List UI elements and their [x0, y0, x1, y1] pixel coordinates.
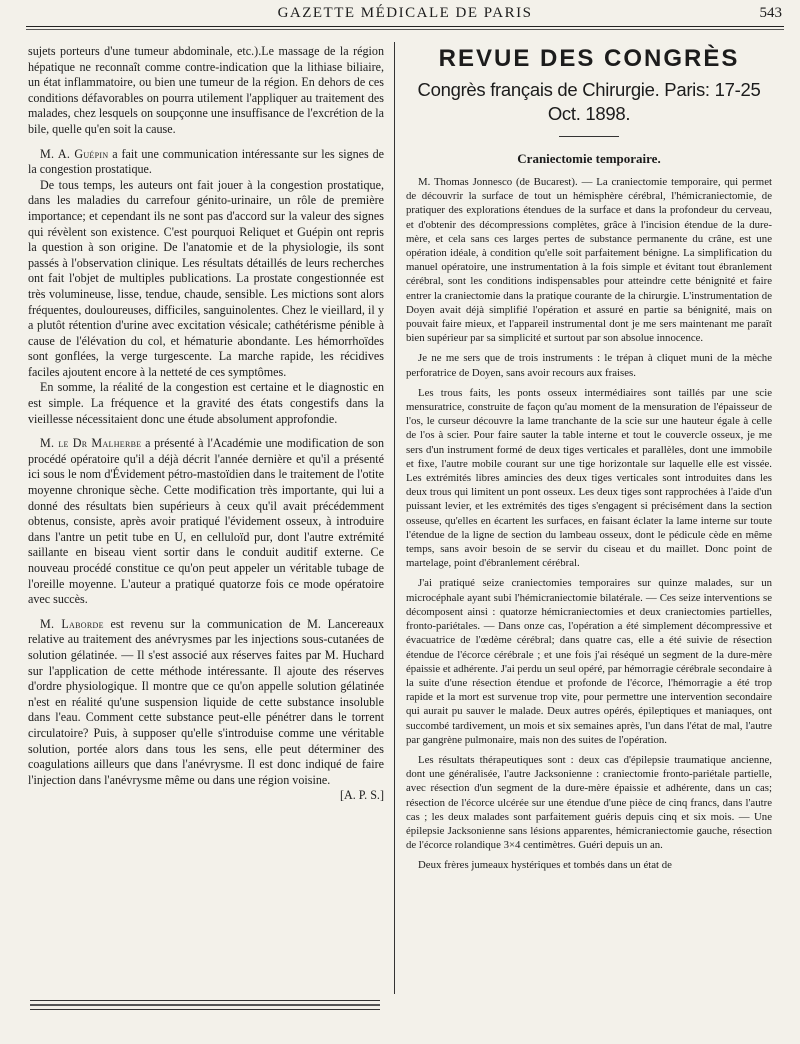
congress-title: Congrès français de Chirurgie. Paris: 17-25 Oct. 1898. [417, 79, 761, 124]
running-header [26, 4, 784, 26]
paragraph-jonnesco-intro [406, 175, 772, 345]
journal-title: GAZETTE MÉDICALE DE PARIS [277, 5, 533, 21]
section-title: REVUE DES CONGRÈS [438, 45, 740, 72]
paragraph-conclusion: En somme, la réalité de la congestion est certaine et le diagnostic en est simple. La fréquence et la gravité des états congestifs dans la vieillesse nécessitaient donc une étude absolument approfondie. [28, 380, 384, 426]
header-rule-secondary [26, 29, 784, 30]
paragraph-guepin-intro [28, 147, 384, 178]
author-name: M. A. Guépin [40, 146, 109, 161]
title-rule [559, 136, 619, 137]
column-divider [394, 42, 395, 994]
paragraph-instruments: Je ne me sers que de trois instruments : le trépan à cliquet muni de la mèche perforatrice de Doyen, sans avoir recours aux fraises. [406, 352, 772, 379]
paragraph-text: a présenté à l'Académie une modification de son procédé opératoire qu'il a déjà décrit l'année dernière et qu'il a présenté ici sous le nom d'Évidement pétro-mastoïdien dans le traitement de l'otite moyenne chronique sèche. Cette modification très importante, qui lui a donné des résultats bien supérieurs à ceux qu'il avait précédemment obtenus, consiste, après avoir pratiqué l'évidement osseux, à introduire dans l'antre un petit tube en U, en celluloïd pur, dont l'autre extrémité saillante en biseau vient sortir dans le conduit auditif externe. Ce nouveau procédé constitue ce qu'on peut appeler un véritable tubage de l'oreille moyenne. L'auteur a pratiqué quatorze fois ce mode opératoire avec succès. [28, 436, 385, 607]
paragraph-malherbe [28, 436, 384, 608]
footer-rule-lower [30, 1009, 380, 1010]
paragraph-laborde [28, 616, 385, 803]
author-name: M. Thomas Jonnesco (de Bucarest). [418, 176, 578, 188]
footer-rule-double [30, 1004, 380, 1006]
paragraph-hepatic-massage: sujets porteurs d'une tumeur abdominale, etc.).Le massage de la région hépatique ne reconnaît comme contre-indication que la lithiase biliaire, un état inflammatoire, ou bien une tumeur de la région. En dehors de ces conditions défavorables on pourra utilement l'appliquer au traitement des malades, chez lesquels on soupçonne une insuffisance de l'excrétion de la bile, quelle qu'en soit la cause. [28, 44, 384, 136]
header-rule [26, 26, 784, 27]
author-name: M. le Dr Malherbe [40, 436, 142, 451]
right-column [406, 44, 772, 873]
signature: [A. P. S.] [339, 788, 384, 803]
paragraph-twins: Deux frères jumeaux hystériques et tombés dans un état de [418, 859, 672, 872]
article-title: Craniectomie temporaire. [517, 151, 661, 166]
left-column [28, 44, 384, 804]
footer-rule [30, 1000, 380, 1001]
paragraph-text: est revenu sur la communication de M. Lancereaux relative au traitement des anévrysmes par les injections sous-cutanées de solution gélatinée. — Il s'est associé aux réserves faites par M. Huchard sur l'application de cette méthode intéressante. Il ajoute des réserves d'ordre physiologique. Il montre que ce qu'on appelle solution gélatinée n'est en réalité qu'une suspension liquide de cette substance insoluble dans l'eau. Comment cette substance peut-elle pénétrer dans le torrent circulatoire? Puis, à supposer qu'elle s'introduise comme une véritable solution, portée alors dans tous les sens, elle peut déterminer des coagulations ailleurs que dans l'anévrysme. Il est donc indiqué de faire l'injection dans l'anévrysme même ou dans une région voisine. [28, 616, 385, 787]
paragraph-text: a fait une communication intéressante sur les signes de la congestion prostatique. [28, 146, 384, 177]
paragraph-prostate-congestion: De tous temps, les auteurs ont fait jouer à la congestion prostatique, dans les maladies du carrefour génito-urinaire, un rôle de première importance; et cependant ils ne sont pas d'accord sur la valeur des signes qui révèlent son existence. C'est pourquoi Reliquet et Guépin ont repris la question à son origine. De l'anatomie et de la physiologie, ils sont passés à l'observation clinique. Les résultats détaillés de leurs recherches ont fait l'objet de multiples publications. La prostate congestionnée est très volumineuse, lisse, tendue, chaude, sensible. Les mictions sont alors fréquentes, douloureuses, difficiles, sanguinolentes. Chez le vieillard, il y a plutôt rétention d'urine avec excitation vésicale; cathétérisme pénible à cause de l'élévation du col, et hématurie abondante. Les hémorrhoïdes sont gonflées, la verge turgescente. La marche rapide, les récidives faciles ajoutent encore à la netteté de ces symptômes. [28, 177, 384, 379]
paragraph-text: — La craniectomie temporaire, qui permet de découvrir la surface de tout un hémisphère cérébral, l'hémicraniectomie, de pratiquer des explorations étendues de la surface et dans la profondeur du cerveau, et d'obtenir des décompressions complètes, grâce à l'incision étendue de la dure-mère, et cela sans ces larges pertes de substance permanente du crâne, est une opération idéale, à condition qu'elle soit parfaitement bénigne. La simplification du manuel opératoire, une instrumentation à la fois simple et évitant tout ébranlement cérébral, sont les conditions indispensables pour atteindre cette bénignité et faire entrer la craniectomie dans la pratique courante de la chirurgie. L'instrumentation de Doyen avait déjà simplifié l'opération et assuré en partie sa bénignité, mais on pouvait faire mieux, et l'appareil instrumental dont je me sers maintenant me paraît bien supérieur par sa simplicité et surtout par son absolue innocence. [406, 176, 772, 345]
paragraph-case-series: J'ai pratiqué seize craniectomies temporaires sur quinze malades, sur un microcéphale ayant subi l'hémicraniectomie bilatérale. — Ces seize interventions se décomposent ainsi : quatorze hémicraniectomies et deux craniectomies partielles, fronto-pariétales. — Dans onze cas, l'opération a été simplement décompressive et évacuatrice de l'œdème cérébral; dans quatre cas, elle a été suivie de résection étendue de l'écorce cérébrale ; et une fois j'ai réséqué un segment de la dure-mère épaissie et adhérente. J'ai perdu un seul opéré, par hémorragie cérébrale secondaire à la suite d'une résection étendue et profonde de l'écorce, l'hémorragie a été trop rapide et la mort est survenue trop vite, pour permettre une intervention secondaire qui aurait pu sauver le malade. Deux autres opérés, épileptiques et maniaques, ont succombé tardivement, un mois et six semaines après, l'un dans l'état de mal, l'autre par gangrène pulmonaire, mais non des suites de l'opération. [406, 577, 772, 746]
page-number: 543 [759, 5, 782, 21]
paragraph-bone-bridges: Les trous faits, les ponts osseux intermédiaires sont taillés par une scie mensuratrice, construite de façon qu'au moment de la mensuration de l'épaisseur de l'os, le curseur découvre la lame tranchante de la scie sur une hauteur égale à celle de l'os à scier. Pour faire sauter la table interne et tout le couvercle osseux, je me sers d'un instrument formé de deux tiges verticales et parallèles, dont une immobile et fixe, l'autre mobile courant sur une tige horizontale sur laquelle elle est vissée. Les extrémités libres amincies des deux tiges verticales sont introduites dans les deux trous qui limitent un pont osseux. Les deux tiges sont rapprochées à l'aide d'un puissant levier, et les extrémités des tiges s'engagent si précisément dans la section osseuse, qu'elles en écartent les surfaces, en faisant éclater la lame interne sur toute l'étendue de la ligne de section du lambeau osseux, dont le pédicule cède en même temps, sans avoir besoin de se servir du ciseau et du maillet. Donc point de martelage, point d'ébranlement cérébral. [406, 386, 772, 570]
author-name: M. Laborde [40, 616, 104, 631]
paragraph-results: Les résultats thérapeutiques sont : deux cas d'épilepsie traumatique ancienne, dont une généralisée, l'autre Jacksonienne : craniectomie fronto-pariétale partielle, avec résection d'un segment de la dure-mère épaissie et adhérente, dans un cas; résection de l'écorce ulcérée sur une étendue d'une pièce de cinq francs, dans l'autre cas ; les deux malades sont parfaitement guéris depuis cinq et six mois. — Une épilepsie Jacksonienne sans lésions apparentes, hémicraniectomie gauche, résection de l'écorce rolandique 3×4 centimètres. Guéri depuis un an. [406, 753, 772, 852]
